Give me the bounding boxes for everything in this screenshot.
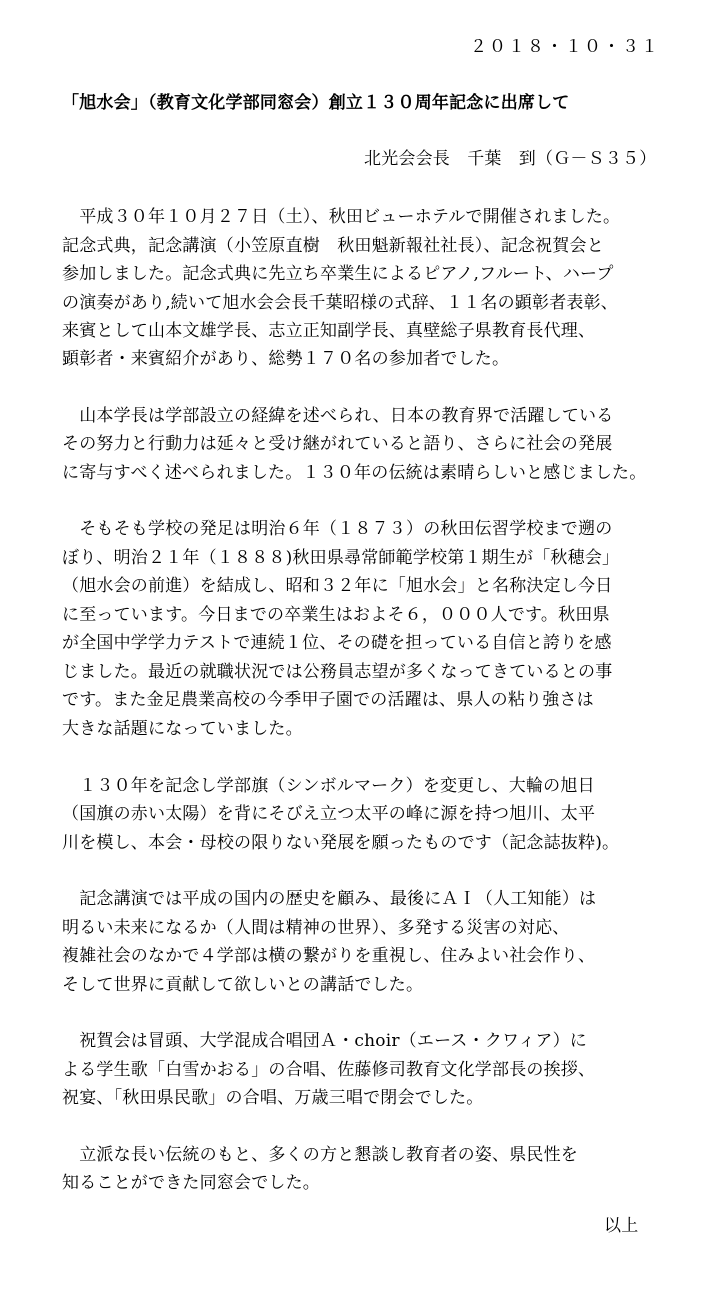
- author-line: 北光会会長 千葉 到（Ｇ－Ｓ３５）: [364, 149, 657, 169]
- paragraph-3-line-8: 大きな話題になっていました。: [62, 719, 303, 739]
- paragraph-7-line-1: 立派な長い伝統のもと、多くの方と懇談し教育者の姿、県民性を: [62, 1145, 578, 1165]
- paragraph-1-line-2: 記念式典，記念講演（小笠原直樹 秋田魁新報社社長）、記念祝賀会と: [62, 236, 604, 256]
- closing-mark: 以上: [604, 1216, 639, 1236]
- paragraph-1-line-3: 参加しました。記念式典に先立ち卒業生によるピアノ,フルート、ハープ: [62, 264, 614, 284]
- paragraph-5-line-4: そして世界に貢献して欲しいとの講話でした。: [62, 975, 424, 995]
- paragraph-3-line-7: です。また金足農業高校の今季甲子園での活躍は、県人の粘り強さは: [62, 690, 594, 710]
- paragraph-6-line-2: よる学生歌「白雪かおる」の合唱、佐藤修司教育文化学部長の挨拶、: [62, 1060, 596, 1080]
- paragraph-3-line-3: （旭水会の前進）を結成し、昭和３２年に「旭水会」と名称決定し今日: [62, 576, 613, 596]
- paragraph-5-line-1: 記念講演では平成の国内の歴史を顧み、最後にＡＩ（人工知能）は: [62, 889, 597, 909]
- paragraph-1-line-6: 顕彰者・来賓紹介があり、総勢１７０名の参加者でした。: [62, 349, 510, 369]
- paragraph-3-line-6: じました。最近の就職状況では公務員志望が多くなってきているとの事: [62, 662, 613, 682]
- paragraph-1-line-1: 平成３０年１０月２７日（土）、秋田ビューホテルで開催されました。: [62, 207, 621, 227]
- paragraph-4-line-3: 川を模し、本会・母校の限りない発展を願ったものです（記念誌抜粋)。: [62, 833, 620, 853]
- paragraph-7-line-2: 知ることができた同窓会でした。: [62, 1173, 320, 1193]
- paragraph-2-line-1: 山本学長は学部設立の経緯を述べられ、日本の教育界で活躍している: [62, 406, 614, 426]
- paragraph-3-line-4: に至っています。今日までの卒業生はおよそ６，０００人です。秋田県: [62, 605, 610, 625]
- paragraph-2-line-2: その努力と行動力は延々と受け継がれていると語り、さらに社会の発展: [62, 434, 613, 454]
- paragraph-3-line-1: そもそも学校の発足は明治６年（１８７３）の秋田伝習学校まで遡の: [62, 519, 613, 539]
- paragraph-2-line-3: に寄与すべく述べられました。１３０年の伝統は素晴らしいと感じました。: [62, 463, 647, 483]
- paragraph-4-line-2: （国旗の赤い太陽）を背にそびえ立つ太平の峰に源を持つ旭川、太平: [62, 804, 596, 824]
- paragraph-3-line-5: が全国中学学力テストで連続１位、その礎を担っている自信と誇りを感: [62, 633, 612, 653]
- paragraph-5-line-3: 複雑社会のなかで４学部は横の繋がりを重視し、住みよい社会作り、: [62, 946, 596, 966]
- paragraph-6-line-3: 祝宴、「秋田県民歌」の合唱、万歳三唱で閉会でした。: [62, 1088, 484, 1108]
- paragraph-1-line-5: 来賓として山本文雄学長、志立正知副学長、真壁総子県教育長代理、: [62, 321, 596, 341]
- document-title: 「旭水会」（教育文化学部同窓会）創立１３０周年記念に出席して: [62, 93, 570, 113]
- paragraph-6-line-1: 祝賀会は冒頭、大学混成合唱団Ａ・choir（エース・クワィア）に: [62, 1031, 587, 1051]
- paragraph-4-line-1: １３０年を記念し学部旗（シンボルマーク）を変更し、大輪の旭日: [62, 776, 595, 796]
- document-date: ２０１８・１０・３１: [470, 37, 660, 57]
- paragraph-1-line-4: の演奏があり,続いて旭水会会長千葉昭様の式辞、１１名の顕彰者表彰、: [62, 293, 619, 313]
- paragraph-5-line-2: 明るい未来になるか（人間は精神の世界）、多発する災害の対応、: [62, 918, 570, 938]
- paragraph-3-line-2: ぼり、明治２１年（１８８８)秋田県尋常師範学校第１期生が「秋穂会」: [62, 548, 620, 568]
